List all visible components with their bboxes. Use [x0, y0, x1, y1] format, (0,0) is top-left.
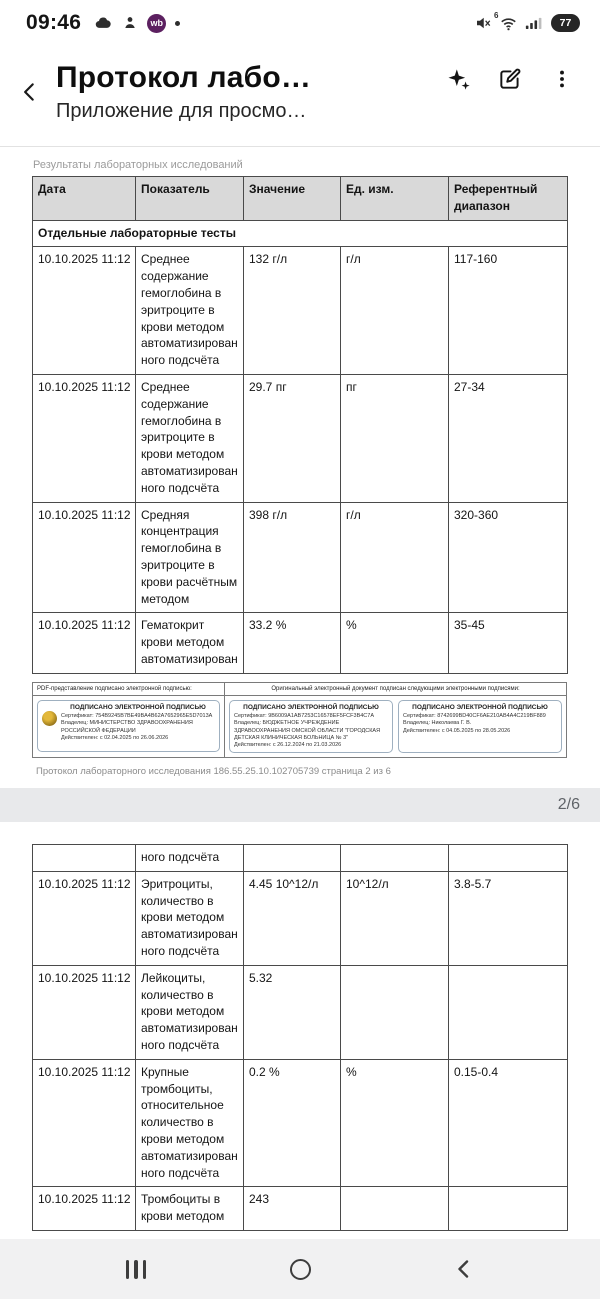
wildberries-notification-icon: wb [147, 14, 166, 33]
page-gap [0, 788, 600, 822]
weather-cloud-icon [94, 14, 113, 33]
cell-date: 10.10.2025 11:12 [33, 374, 136, 502]
nav-back-button[interactable] [440, 1245, 488, 1293]
russian-coat-of-arms-icon [42, 711, 57, 726]
status-bar-left [26, 11, 180, 35]
recent-apps-icon [126, 1260, 147, 1279]
notification-dot-icon [175, 21, 180, 26]
cell-unit: 10^12/л [341, 871, 449, 965]
cell-value: 33.2 % [244, 613, 341, 673]
cell-range: 27-34 [449, 374, 568, 502]
signature-block [32, 682, 567, 759]
mute-icon [474, 14, 492, 32]
sparkle-icon [445, 66, 472, 93]
section-caption: Результаты лабораторных исследований [33, 159, 243, 171]
column-header-date: Дата [33, 177, 136, 221]
cell-unit: г/л [341, 247, 449, 375]
recent-apps-button[interactable] [112, 1245, 160, 1293]
stamp-certificate: Сертификат: 8742699BD40CF6AE210AB4A4C219BF889 [403, 713, 546, 720]
signature-left-title: PDF-представление подписано электронной подписью: [33, 683, 224, 696]
signature-stamp [229, 700, 393, 754]
cell-indicator: Эритроциты, количество в крови методом автоматизированного подсчёта [136, 871, 244, 965]
ok-notification-icon [122, 15, 138, 31]
status-time: 09:46 [26, 11, 82, 34]
table-row [33, 613, 568, 673]
cell-unit [341, 965, 449, 1059]
signature-stamp [37, 700, 220, 752]
table-row [33, 871, 568, 965]
cell-range: 0.15-0.4 [449, 1059, 568, 1187]
stamp-validity: Действителен: с 04.05.2025 по 28.05.2026 [403, 727, 511, 734]
cell-indicator: Среднее содержание гемоглобина в эритроците в крови методом автоматизированного подсчёта [136, 374, 244, 502]
kebab-menu-icon [551, 67, 573, 91]
table-header-row [33, 177, 568, 221]
signal-strength-icon [525, 14, 544, 32]
column-header-indicator: Показатель [136, 177, 244, 221]
cell-date: 10.10.2025 11:12 [33, 247, 136, 375]
table-group-row [33, 220, 568, 247]
stamp-owner: Владелец: БЮДЖЕТНОЕ УЧРЕЖДЕНИЕ ЗДРАВООХРАНЕНИЯ ОМСКОЙ ОБЛАСТИ "ГОРОДСКАЯ ДЕТСКАЯ КЛИНИЧЕСКАЯ БОЛЬНИЦА № 3" [234, 720, 381, 741]
cell-unit [341, 1187, 449, 1231]
stamp-certificate: Сертификат: 9B6009A1AB7253C16578EF5FCF3B4C7A [234, 713, 374, 720]
app-header [0, 46, 600, 147]
stamp-owner: Владелец: Николаева Г. В. [403, 720, 472, 727]
cell-indicator: Крупные тромбоциты, относительное количество в крови методом автоматизированного подсчёта [136, 1059, 244, 1187]
table-row [33, 1059, 568, 1187]
cell-indicator: ного подсчёта [136, 845, 244, 872]
cell-indicator: Лейкоциты, количество в крови методом автоматизированного подсчёта [136, 965, 244, 1059]
table-row [33, 502, 568, 613]
cell-range [449, 845, 568, 872]
status-bar-right [474, 10, 580, 33]
page-indicator: 2/6 [557, 796, 580, 813]
cell-date: 10.10.2025 11:12 [33, 871, 136, 965]
cell-range: 35-45 [449, 613, 568, 673]
cell-unit: % [341, 1059, 449, 1187]
signature-right-title: Оригинальный электронный документ подписан следующими электронными подписями: [225, 683, 566, 696]
column-header-value: Значение [244, 177, 341, 221]
edit-icon [497, 66, 523, 92]
page-title: Протокол лабо… [56, 61, 312, 94]
cell-value [244, 845, 341, 872]
pdf-scroll-area[interactable] [0, 147, 600, 1239]
cell-range: 117-160 [449, 247, 568, 375]
title-block [52, 61, 436, 123]
cell-date: 10.10.2025 11:12 [33, 1059, 136, 1187]
overflow-menu-button[interactable] [540, 57, 584, 101]
table-row [33, 1187, 568, 1231]
group-title: Отдельные лабораторные тесты [33, 220, 568, 247]
cell-range [449, 965, 568, 1059]
cell-value: 0.2 % [244, 1059, 341, 1187]
page-subtitle: Приложение для просмо… [56, 100, 307, 122]
cell-value: 243 [244, 1187, 341, 1231]
column-header-range: Референтный диапазон [449, 177, 568, 221]
cell-date: 10.10.2025 11:12 [33, 965, 136, 1059]
stamp-validity: Действителен: с 26.12.2024 по 21.03.2026 [234, 741, 342, 748]
cell-date: 10.10.2025 11:12 [33, 1187, 136, 1231]
pdf-page-1 [0, 147, 600, 788]
header-actions [436, 57, 584, 101]
android-nav-bar [0, 1239, 600, 1299]
home-icon [290, 1259, 311, 1280]
back-chevron-icon [452, 1257, 476, 1281]
status-bar [0, 0, 600, 46]
cell-unit: пг [341, 374, 449, 502]
cell-date: 10.10.2025 11:12 [33, 613, 136, 673]
cell-value: 398 г/л [244, 502, 341, 613]
pdf-page-2 [0, 822, 600, 1239]
signature-left-column [33, 683, 225, 758]
stamp-certificate: Сертификат: 754B9245B7BE49BA4B62A7652965E5D7013A [61, 713, 213, 720]
back-button[interactable] [8, 70, 52, 114]
cell-range: 320-360 [449, 502, 568, 613]
stamp-title: ПОДПИСАНО ЭЛЕКТРОННОЙ ПОДПИСЬЮ [243, 703, 379, 711]
edit-button[interactable] [488, 57, 532, 101]
table-row [33, 845, 568, 872]
cell-indicator: Тромбоциты в крови методом [136, 1187, 244, 1231]
table-row [33, 965, 568, 1059]
signature-stamp [398, 700, 562, 754]
cell-range: 3.8-5.7 [449, 871, 568, 965]
lab-results-table-page1 [32, 176, 568, 674]
cell-range [449, 1187, 568, 1231]
cell-indicator: Гематокрит крови методом автоматизирован [136, 613, 244, 673]
ai-assist-button[interactable] [436, 57, 480, 101]
signature-right-column [225, 683, 566, 758]
cell-indicator: Средняя концентрация гемоглобина в эритроците в крови расчётным методом [136, 502, 244, 613]
stamp-title: ПОДПИСАНО ЭЛЕКТРОННОЙ ПОДПИСЬЮ [412, 703, 548, 711]
wifi-6-icon: 6 [499, 14, 518, 33]
stamp-validity: Действителен: с 02.04.2025 по 26.06.2026 [61, 734, 169, 741]
cell-value: 5.32 [244, 965, 341, 1059]
stamp-owner: Владелец: МИНИСТЕРСТВО ЗДРАВООХРАНЕНИЯ РОССИЙСКОЙ ФЕДЕРАЦИИ [61, 720, 193, 734]
cell-date: 10.10.2025 11:12 [33, 502, 136, 613]
lab-results-table-page2 [32, 844, 568, 1231]
cell-unit: г/л [341, 502, 449, 613]
column-header-unit: Ед. изм. [341, 177, 449, 221]
cell-unit: % [341, 613, 449, 673]
battery-indicator: 77 [551, 14, 580, 32]
cell-value: 132 г/л [244, 247, 341, 375]
home-button[interactable] [276, 1245, 324, 1293]
table-row [33, 247, 568, 375]
page-footer-text: Протокол лабораторного исследования 186.55.25.10.102705739 страница 2 из 6 [36, 766, 391, 777]
cell-unit [341, 845, 449, 872]
cell-value: 29.7 пг [244, 374, 341, 502]
cell-value: 4.45 10^12/л [244, 871, 341, 965]
cell-indicator: Среднее содержание гемоглобина в эритроците в крови методом автоматизированного подсчёта [136, 247, 244, 375]
stamp-title: ПОДПИСАНО ЭЛЕКТРОННОЙ ПОДПИСЬЮ [70, 703, 206, 711]
table-row [33, 374, 568, 502]
cell-date [33, 845, 136, 872]
